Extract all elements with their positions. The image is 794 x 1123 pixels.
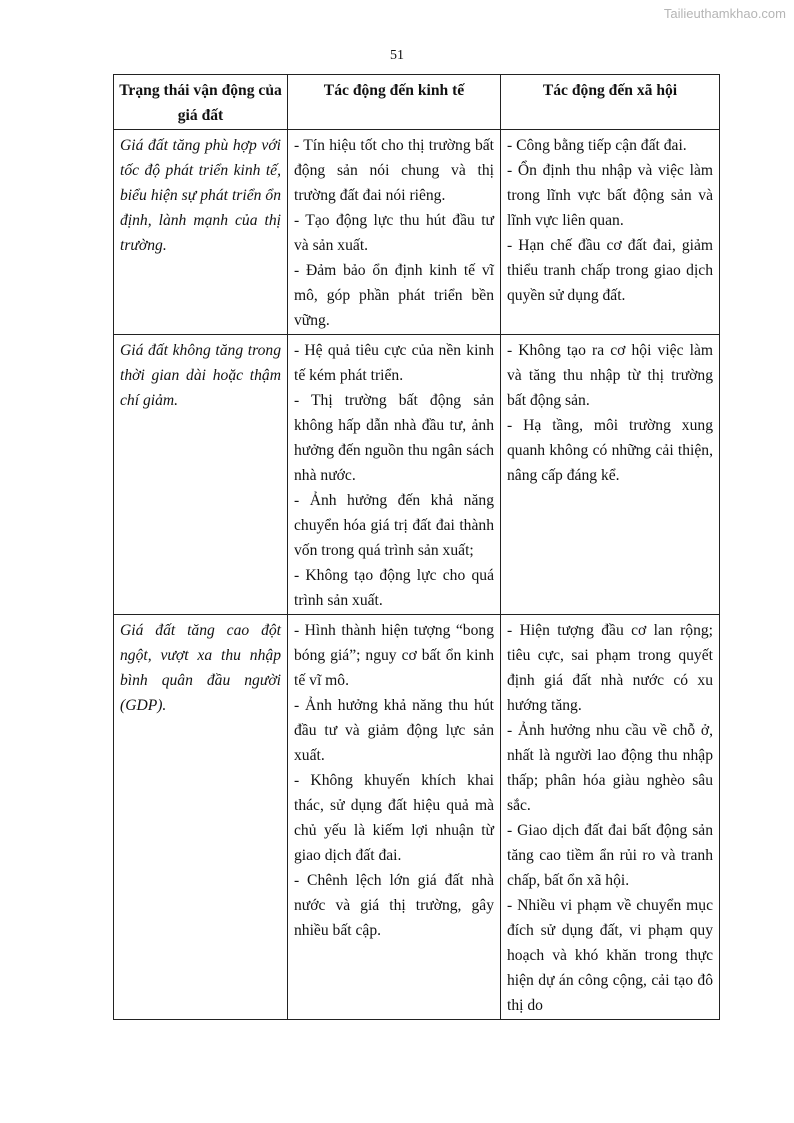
- list-item: - Hệ quả tiêu cực của nền kinh tế kém phát triển.: [294, 342, 494, 384]
- list-item: - Ổn định thu nhập và việc làm trong lĩnh vực bất động sản và lĩnh vực liên quan.: [507, 162, 713, 229]
- list-item: - Hình thành hiện tượng “bong bóng giá”; nguy cơ bất ổn kinh tế vĩ mô.: [294, 622, 494, 689]
- economic-cell: [288, 335, 501, 615]
- state-cell: Giá đất tăng phù hợp với tốc độ phát triển kinh tế, biểu hiện sự phát triển ổn định, lành mạnh của thị trường.: [114, 130, 288, 335]
- list-item: - Tín hiệu tốt cho thị trường bất động sản nói chung và thị trường đất đai nói riêng.: [294, 137, 494, 204]
- state-cell: Giá đất tăng cao đột ngột, vượt xa thu nhập bình quân đầu người (GDP).: [114, 615, 288, 1020]
- list-item: - Chênh lệch lớn giá đất nhà nước và giá thị trường, gây nhiều bất cập.: [294, 872, 494, 939]
- list-item: - Hạ tầng, môi trường xung quanh không có những cải thiện, nâng cấp đáng kể.: [507, 417, 713, 484]
- table-header-row: [114, 75, 720, 130]
- header-land-price-state: Trạng thái vận động của giá đất: [114, 75, 288, 130]
- list-item: - Ảnh hưởng nhu cầu về chỗ ở, nhất là người lao động thu nhập thấp; phân hóa giàu nghèo sâu sắc.: [507, 722, 713, 814]
- header-social-impact: Tác động đến xã hội: [501, 75, 720, 130]
- state-cell: Giá đất không tăng trong thời gian dài hoặc thậm chí giảm.: [114, 335, 288, 615]
- economic-cell: [288, 615, 501, 1020]
- list-item: - Nhiều vi phạm về chuyển mục đích sử dụng đất, vi phạm quy hoạch và khó khăn trong thực hiện dự án công cộng, cải tạo đô thị do: [507, 897, 713, 1014]
- list-item: - Tạo động lực thu hút đầu tư và sản xuất.: [294, 212, 494, 254]
- list-item: - Đảm bảo ổn định kinh tế vĩ mô, góp phần phát triển bền vững.: [294, 262, 494, 329]
- watermark: Tailieuthamkhao.com: [663, 6, 786, 21]
- list-item: - Công bằng tiếp cận đất đai.: [507, 137, 687, 154]
- list-item: - Không tạo ra cơ hội việc làm và tăng thu nhập từ thị trường bất động sản.: [507, 342, 713, 409]
- page-number: 51: [390, 48, 404, 63]
- social-cell: [501, 130, 720, 335]
- table-row: [114, 615, 720, 1020]
- list-item: - Không tạo động lực cho quá trình sản xuất.: [294, 567, 494, 609]
- table-row: [114, 335, 720, 615]
- list-item: - Giao dịch đất đai bất động sản tăng cao tiềm ẩn rủi ro và tranh chấp, bất ổn xã hội.: [507, 822, 713, 889]
- header-economic-impact: Tác động đến kinh tế: [288, 75, 501, 130]
- list-item: - Hiện tượng đầu cơ lan rộng; tiêu cực, sai phạm trong quyết định giá đất nhà nước có xu hướng tăng.: [507, 622, 713, 714]
- social-cell: [501, 335, 720, 615]
- list-item: - Không khuyến khích khai thác, sử dụng đất hiệu quả mà chủ yếu là kiếm lợi nhuận từ giao dịch đất đai.: [294, 772, 494, 864]
- list-item: - Thị trường bất động sản không hấp dẫn nhà đầu tư, ảnh hưởng đến nguồn thu ngân sách nhà nước.: [294, 392, 494, 484]
- impact-table: [113, 74, 720, 1020]
- list-item: - Ảnh hưởng khả năng thu hút đầu tư và giảm động lực sản xuất.: [294, 697, 494, 764]
- economic-cell: [288, 130, 501, 335]
- list-item: - Hạn chế đầu cơ đất đai, giảm thiểu tranh chấp trong giao dịch quyền sử dụng đất.: [507, 237, 713, 304]
- social-cell: [501, 615, 720, 1020]
- list-item: - Ảnh hưởng đến khả năng chuyển hóa giá trị đất đai thành vốn trong quá trình sản xuất;: [294, 492, 494, 559]
- table-row: [114, 130, 720, 335]
